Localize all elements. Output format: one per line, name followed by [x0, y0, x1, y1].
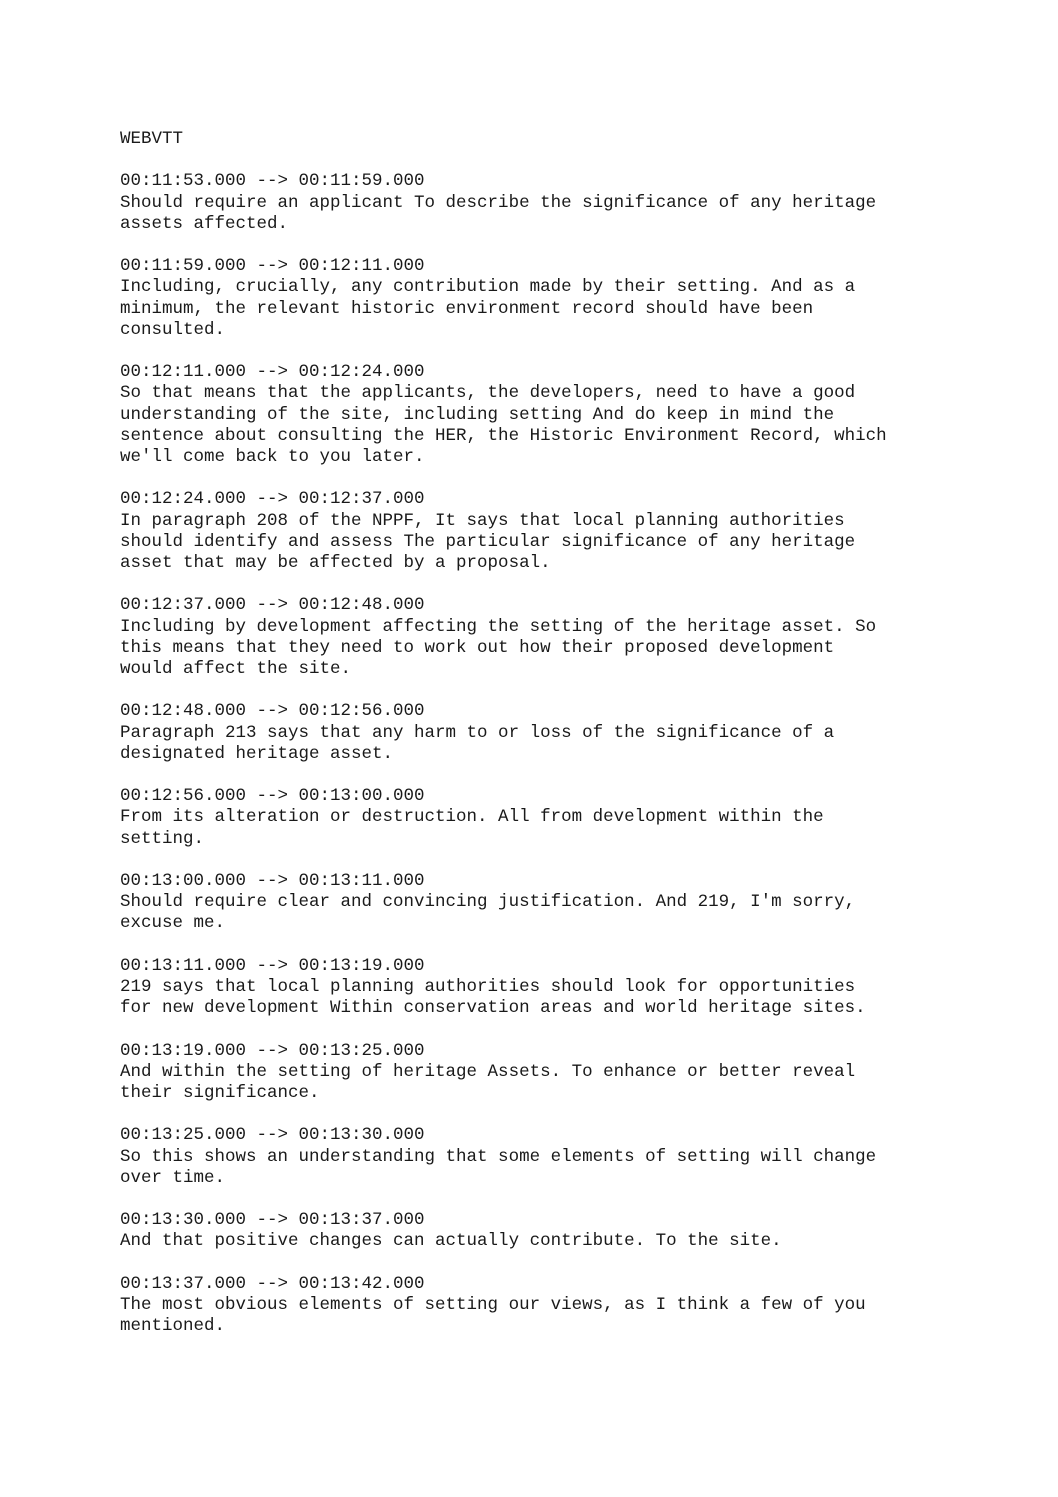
cue-text-line: And within the setting of heritage Assets. To enhance or better reveal — [120, 1061, 856, 1082]
cue-text-line: minimum, the relevant historic environment record should have been — [120, 298, 814, 319]
cue-timestamp: 00:12:56.000 --> 00:13:00.000 — [120, 786, 425, 807]
cue-timestamp: 00:12:48.000 --> 00:12:56.000 — [120, 701, 425, 722]
subtitle-cue — [120, 956, 1020, 1020]
cue-text — [120, 193, 1020, 235]
subtitle-cue — [120, 1274, 1020, 1338]
document-page — [120, 129, 1020, 1359]
subtitle-cue — [120, 595, 1020, 680]
cue-timestamp: 00:12:37.000 --> 00:12:48.000 — [120, 595, 425, 616]
cue-timestamp: 00:13:00.000 --> 00:13:11.000 — [120, 870, 425, 891]
cue-timestamp: 00:13:37.000 --> 00:13:42.000 — [120, 1273, 425, 1294]
cue-text-line: assets affected. — [120, 213, 289, 234]
cue-text-line: their significance. — [120, 1082, 320, 1103]
cue-text — [120, 1231, 1020, 1252]
cue-timestamp: 00:13:11.000 --> 00:13:19.000 — [120, 955, 425, 976]
cue-timestamp: 00:13:30.000 --> 00:13:37.000 — [120, 1210, 425, 1231]
cue-text-line: we'll come back to you later. — [120, 447, 425, 467]
cue-text — [120, 1295, 1020, 1337]
subtitle-cue — [120, 1041, 1020, 1105]
cue-text-line: Including by development affecting the setting of the heritage asset. So — [120, 616, 877, 637]
cue-timestamp: 00:11:53.000 --> 00:11:59.000 — [120, 171, 425, 192]
cue-timestamp: 00:12:11.000 --> 00:12:24.000 — [120, 362, 425, 383]
cue-text-line: 219 says that local planning authorities should look for opportunities — [120, 976, 856, 997]
subtitle-cue — [120, 1125, 1020, 1189]
cue-text-line: setting. — [120, 828, 205, 849]
cue-text-line: sentence about consulting the HER, the Historic Environment Record, which — [120, 425, 887, 446]
cue-text-line: should identify and assess The particular significance of any heritage — [120, 531, 856, 552]
cue-text — [120, 383, 1020, 468]
document-header: WEBVTT — [120, 129, 184, 149]
cue-text-line: mentioned. — [120, 1316, 226, 1337]
cue-text-line: over time. — [120, 1167, 226, 1188]
cue-text-line: understanding of the site, including setting And do keep in mind the — [120, 404, 835, 425]
cue-text — [120, 511, 1020, 575]
cue-text-line: Including, crucially, any contribution made by their setting. And as a — [120, 277, 856, 298]
cue-text-line: The most obvious elements of setting our views, as I think a few of you — [120, 1294, 866, 1315]
subtitle-cue — [120, 171, 1020, 235]
cue-text — [120, 892, 1020, 934]
cue-text-line: designated heritage asset. — [120, 743, 394, 764]
cue-timestamp: 00:13:19.000 --> 00:13:25.000 — [120, 1040, 425, 1061]
cue-timestamp: 00:13:25.000 --> 00:13:30.000 — [120, 1125, 425, 1146]
cue-timestamp: 00:11:59.000 --> 00:12:11.000 — [120, 256, 425, 277]
subtitle-cue — [120, 489, 1020, 574]
cue-text-line: excuse me. — [120, 913, 226, 934]
cue-text-line: for new development Within conservation areas and world heritage sites. — [120, 998, 866, 1019]
cue-text — [120, 277, 1020, 341]
cue-text-line: Paragraph 213 says that any harm to or loss of the significance of a — [120, 722, 835, 743]
cue-text — [120, 617, 1020, 681]
cue-text — [120, 1147, 1020, 1189]
cue-list — [120, 171, 1020, 1337]
subtitle-cue — [120, 871, 1020, 935]
cue-text-line: Should require clear and convincing justification. And 219, I'm sorry, — [120, 892, 856, 913]
cue-text-line: would affect the site. — [120, 659, 352, 679]
cue-text-line: consulted. — [120, 319, 226, 340]
cue-text-line: this means that they need to work out how their proposed development — [120, 637, 835, 658]
cue-text — [120, 723, 1020, 765]
cue-text-line: From its alteration or destruction. All from development within the — [120, 807, 824, 828]
subtitle-cue — [120, 362, 1020, 468]
cue-text-line: So this shows an understanding that some elements of setting will change — [120, 1146, 877, 1167]
cue-text — [120, 1062, 1020, 1104]
cue-text-line: So that means that the applicants, the developers, need to have a good — [120, 383, 856, 404]
cue-text-line: And that positive changes can actually contribute. To the site. — [120, 1231, 782, 1252]
cue-text — [120, 977, 1020, 1019]
subtitle-cue — [120, 1210, 1020, 1252]
subtitle-cue — [120, 786, 1020, 850]
subtitle-cue — [120, 256, 1020, 341]
cue-text — [120, 807, 1020, 849]
cue-text-line: Should require an applicant To describe the significance of any heritage — [120, 192, 877, 213]
cue-timestamp: 00:12:24.000 --> 00:12:37.000 — [120, 489, 425, 510]
cue-text-line: In paragraph 208 of the NPPF, It says that local planning authorities — [120, 510, 845, 531]
subtitle-cue — [120, 701, 1020, 765]
cue-text-line: asset that may be affected by a proposal. — [120, 553, 551, 573]
